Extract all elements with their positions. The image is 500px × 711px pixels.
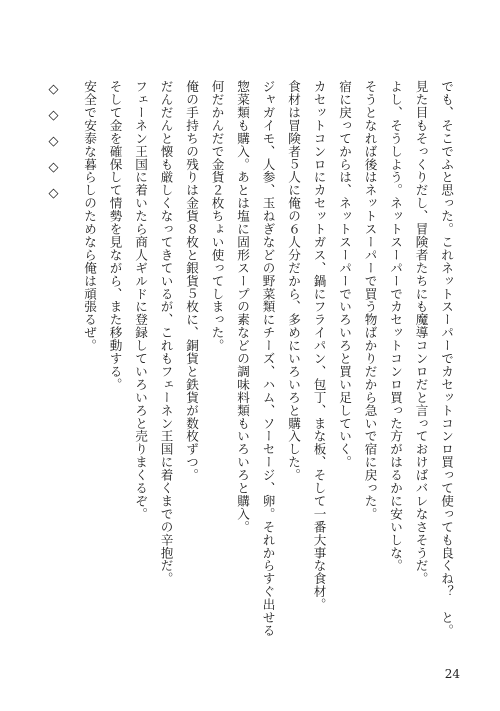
text-line: 宿に戻ってからは、ネットスーパーでいろいろと買い足していく。 [337,80,352,469]
text-line: だんだんと懐も厳しくなってきているが、これもフェーネン王国に着くまでの辛抱だ。 [158,80,174,586]
text-line: 見た目もそっくりだし、冒険者たちにも魔導コンロだと言っておけばバレなさそうだ。 [413,80,429,586]
text-line: 食材は冒険者５人に俺の６人分だから、多めにいろいろと購入した。 [286,80,301,482]
text-line: 俺の手持ちの残りは金貨８枚と銀貨５枚に、銅貨と鉄貨が数枚ずつ。 [184,80,199,482]
text-line: 惣菜類も購入。あとは塩に固形スープの素などの調味料類もいろいろと購入。 [235,80,250,534]
text-line: フェーネン王国に着いたら商人ギルドに登録していろいろと売りまくるぞ。 [133,80,148,521]
text-line: 安全で安泰な暮らしのためなら俺は頑張るぜ。 [82,80,97,352]
text-line: そうとなれば後はネットスーパーで買う物ばかりだから急いで宿に戻った。 [362,80,378,521]
text-line: そして金を確保して情勢を見ながら、また移動する。 [107,80,123,391]
scene-break-diamonds: ◇◇◇◇◇ [46,82,61,212]
text-line: 何だかんだで金貨２枚ちょい使ってしまった。 [209,80,225,352]
text-line: カセットコンロにカセットガス、鍋にフライパン、包丁、まな板、そして一番大事な食材。 [311,80,327,611]
page-number: 24 [444,667,460,681]
text-line: よし、そうしよう。ネットスーパーでカセットコンロ買った方がはるかに安いしな。 [388,80,403,573]
text-line: でも、そこでふと思った。これネットスーパーでカセットコンロ買って使っても良くね？ と。 [439,80,454,637]
vertical-text-block [46,80,454,680]
text-line: ジャガイモ、人参、玉ねぎなどの野菜類にチーズ、ハム、ソーセージ、卵。それからすぐ出せる [260,80,276,637]
